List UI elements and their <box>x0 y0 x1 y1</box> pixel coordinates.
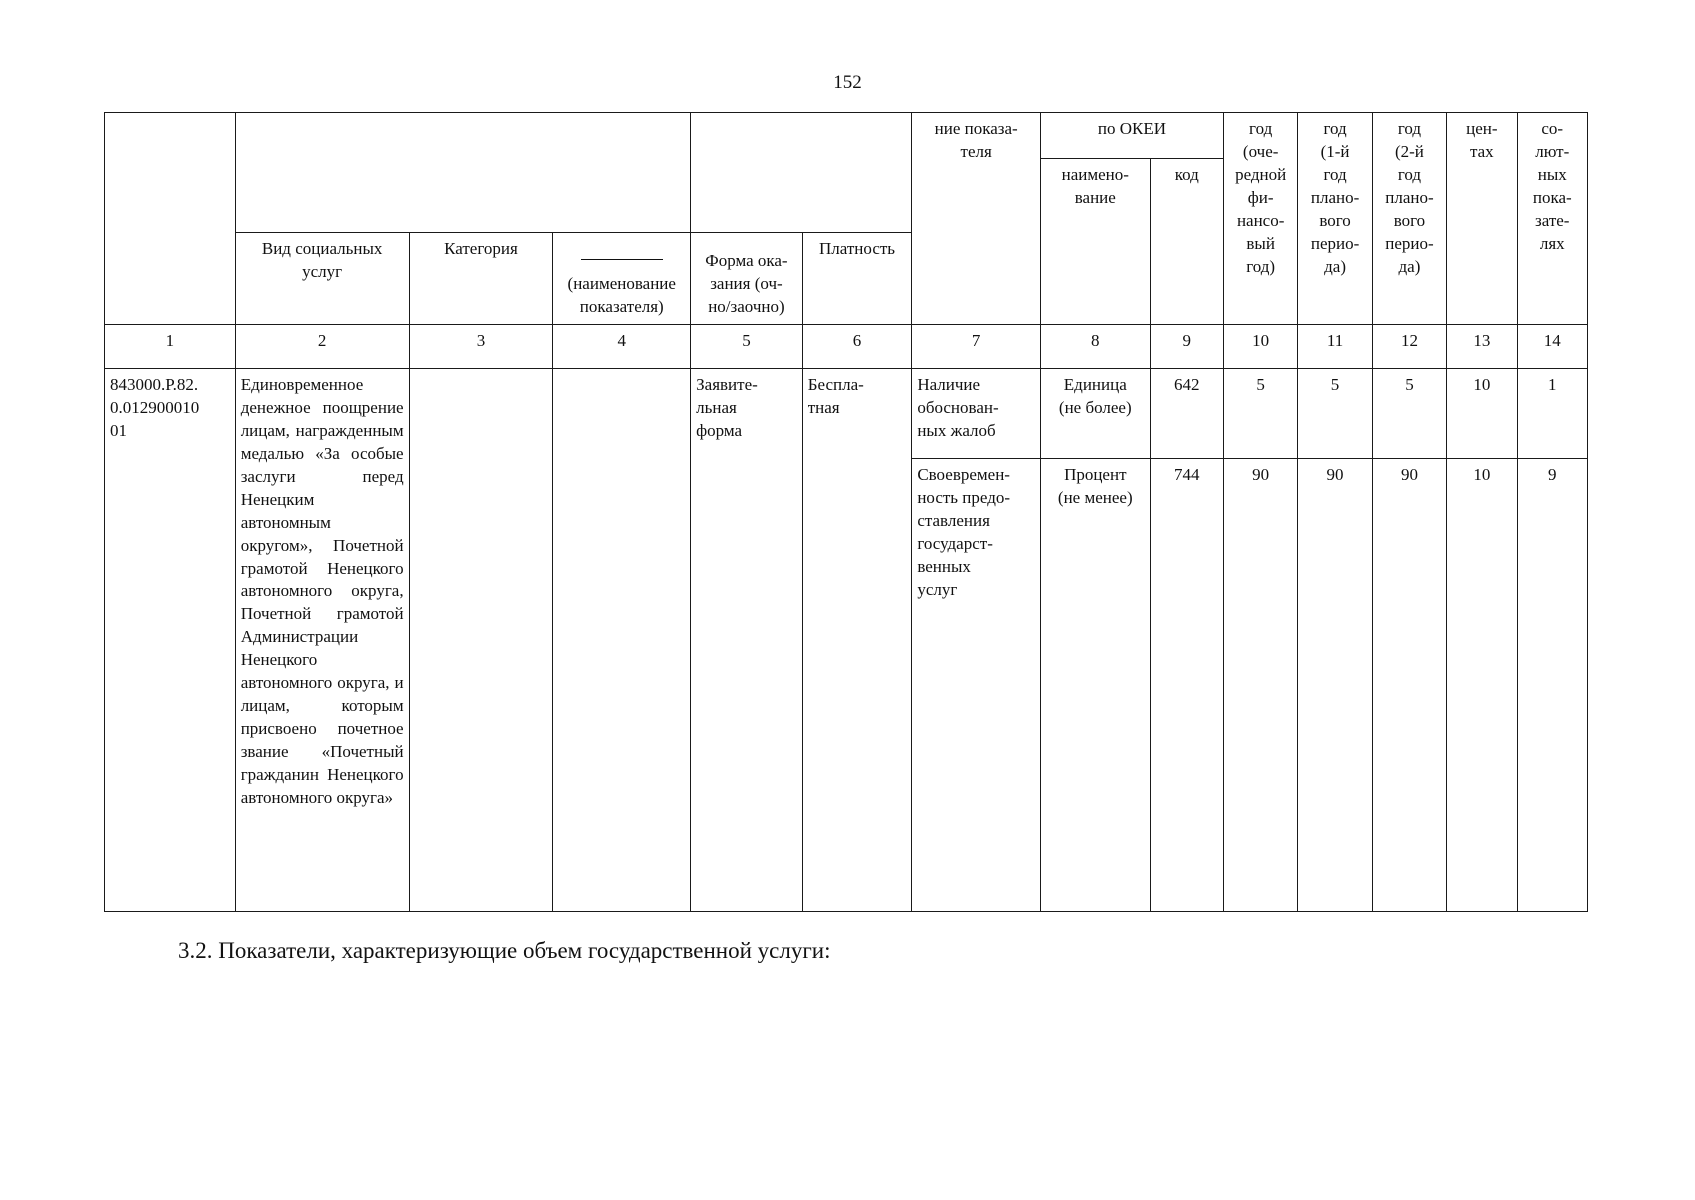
indicator-name: Своевремен- ность предо- ставления государст- венных услуг <box>912 459 1041 912</box>
header-payment: Платность <box>802 233 912 325</box>
column-number: 6 <box>802 325 912 369</box>
service-description: Единовременное денежное поощрение лицам, награжденным медалью «За особые заслуги перед Ненецким автономным округом», Почетной грамотой Ненецкого автономного округа, Почетной грамотой Администрации Ненецкого автономного округа, и лицам, которым присвоено почетное звание «Почетный гражданин Ненецкого автономного округа» <box>235 369 409 912</box>
header-group-content <box>235 113 690 233</box>
unit-name: Единица (не более) <box>1041 369 1151 459</box>
deviation-percent: 10 <box>1447 369 1517 459</box>
header-okei-group: по ОКЕИ <box>1041 113 1224 159</box>
header-year-current: год (оче- редной фи- нансо- вый год) <box>1223 113 1297 325</box>
column-number: 9 <box>1150 325 1223 369</box>
deviation-absolute: 1 <box>1517 369 1587 459</box>
value-year-plan-2: 90 <box>1372 459 1446 912</box>
value-year-plan-1: 5 <box>1298 369 1372 459</box>
column-number: 2 <box>235 325 409 369</box>
column-number: 12 <box>1372 325 1446 369</box>
section-heading: 3.2. Показатели, характеризующие объем государственной услуги: <box>178 938 831 963</box>
header-year-plan-2: год (2-й год плано- вого перио- да) <box>1372 113 1446 325</box>
deviation-percent: 10 <box>1447 459 1517 912</box>
column-number: 4 <box>553 325 691 369</box>
value-year-plan-1: 90 <box>1298 459 1372 912</box>
column-number: 13 <box>1447 325 1517 369</box>
header-percent: цен- тах <box>1447 113 1517 325</box>
column-number: 11 <box>1298 325 1372 369</box>
registry-code: 843000.Р.82. 0.012900010 01 <box>105 369 236 912</box>
column-number: 5 <box>691 325 803 369</box>
value-year-current: 90 <box>1223 459 1297 912</box>
header-service-type: Вид социальных услуг <box>235 233 409 325</box>
indicator-name: Наличие обоснован- ных жалоб <box>912 369 1041 459</box>
indicators-table <box>104 112 1588 912</box>
value-year-current: 5 <box>1223 369 1297 459</box>
header-form: Форма ока- зания (оч- но/заочно) <box>691 233 803 325</box>
column-number: 1 <box>105 325 236 369</box>
unit-name: Процент (не менее) <box>1041 459 1151 912</box>
column-number: 14 <box>1517 325 1587 369</box>
header-year-plan-1: год (1-й год плано- вого перио- да) <box>1298 113 1372 325</box>
page-number: 152 <box>833 72 862 93</box>
column-number: 10 <box>1223 325 1297 369</box>
header-absolute: со- лют- ных пока- зате- лях <box>1517 113 1587 325</box>
header-cell-1 <box>105 113 236 325</box>
header-okei-code: код <box>1150 159 1223 325</box>
header-indicator-4-label: (наименование показателя) <box>567 274 676 317</box>
blank-line <box>581 259 663 260</box>
payment-type: Беспла- тная <box>802 369 912 912</box>
value-year-plan-2: 5 <box>1372 369 1446 459</box>
column-number: 7 <box>912 325 1041 369</box>
category-cell <box>409 369 553 912</box>
column-number: 8 <box>1041 325 1151 369</box>
okei-code: 642 <box>1150 369 1223 459</box>
okei-code: 744 <box>1150 459 1223 912</box>
indicator-4-cell <box>553 369 691 912</box>
header-indicator-name: ние показа- теля <box>912 113 1041 325</box>
header-okei-name: наимено- вание <box>1041 159 1151 325</box>
header-group-conditions <box>691 113 912 233</box>
header-indicator-4 <box>553 233 691 325</box>
service-form: Заявите- льная форма <box>691 369 803 912</box>
column-number: 3 <box>409 325 553 369</box>
table-row <box>105 369 1588 459</box>
column-numbers-row <box>105 325 1588 369</box>
deviation-absolute: 9 <box>1517 459 1587 912</box>
header-category: Категория <box>409 233 553 325</box>
